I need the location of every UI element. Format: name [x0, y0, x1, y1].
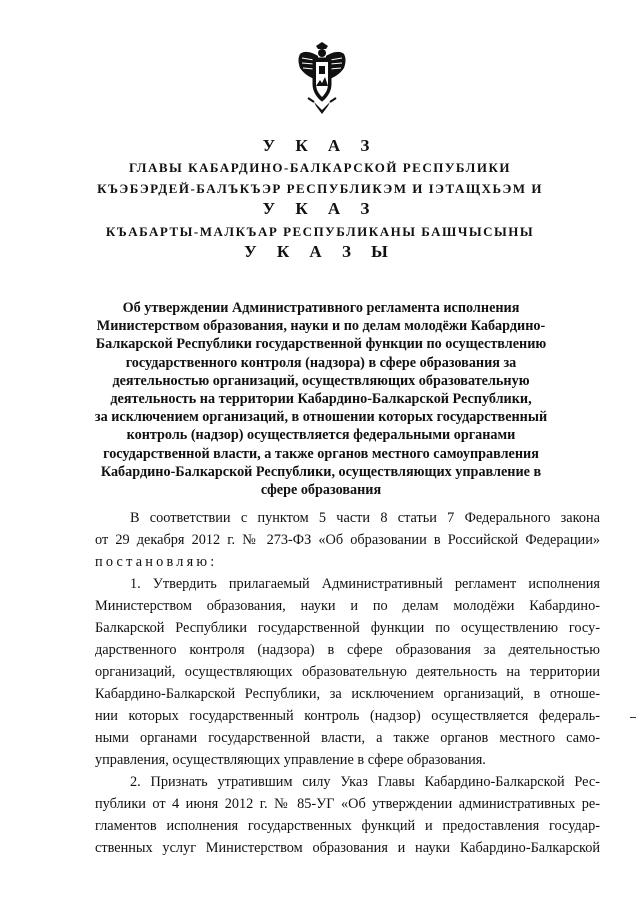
- paragraph-1-line: Балкарской Республики государственной функции по осуществлению госу-: [95, 620, 600, 636]
- head-of-republic-ru: ГЛАВЫ КАБАРДИНО-БАЛКАРСКОЙ РЕСПУБЛИКИ: [129, 160, 511, 175]
- paragraph-1-line: Кабардино-Балкарской Республики, за исключением организаций, в отноше-: [95, 686, 600, 702]
- paragraph-2-line: ственных услуг Министерством образования и науки Кабардино-Балкарской: [95, 840, 600, 856]
- paragraph-1-line: нии которых государственный контроль (надзор) осуществляется федераль-: [95, 708, 600, 724]
- resolve-word: постановляю:: [95, 554, 218, 570]
- title-line: государственного контроля (надзора) в сфере образования за: [125, 354, 517, 371]
- title-line: Министерством образования, науки и по делам молодёжи Кабардино-: [96, 318, 546, 335]
- decree-heading-bal: У К А З Ы: [244, 242, 396, 261]
- paragraph-1-line: управления, осуществляющих управление в сфере образования.: [95, 752, 486, 768]
- paragraph-1-line: организаций, осуществляющих образовательную деятельность на территории: [95, 664, 600, 680]
- decree-heading-ru: У К А З: [262, 136, 378, 155]
- coat-of-arms-icon: [294, 40, 350, 116]
- paragraph-1-line: ными органами государственной власти, а также органов местного само-: [95, 730, 600, 746]
- title-line: Балкарской Республики государственной функции по осуществлению: [95, 336, 547, 353]
- preamble-line: от 29 декабря 2012 г. № 273-ФЗ «Об образовании в Российской Федерации»: [95, 532, 600, 548]
- head-of-republic-bal: КЪАБАРТЫ-МАЛКЪАР РЕСПУБЛИКАНЫ БАШЧЫСЫНЫ: [105, 224, 535, 239]
- paragraph-1-line: 1. Утвердить прилагаемый Административный регламент исполнения: [130, 576, 600, 592]
- head-of-republic-kab: КЪЭБЭРДЕЙ-БАЛЪКЪЭР РЕСПУБЛИКЭМ И ІЭТАЩХЬЭМ И: [97, 181, 543, 196]
- title-line: Об утверждении Административного регламента исполнения: [122, 300, 520, 316]
- title-line: государственной власти, а также органов местного самоуправления: [103, 445, 539, 462]
- title-line: контроль (надзор) осуществляется федеральными органами: [126, 427, 516, 444]
- title-line: за исключением организаций, в отношении которых государственный: [94, 409, 548, 426]
- paragraph-2-line: 2. Признать утратившим силу Указ Главы Кабардино-Балкарской Рес-: [130, 774, 600, 790]
- title-line: деятельность на территории Кабардино-Балкарской Республики,: [110, 391, 532, 408]
- title-line: Кабардино-Балкарской Республики, осуществляющих управление в: [100, 463, 542, 480]
- decree-title: [90, 299, 552, 499]
- paragraph-1-line: Министерством образования, науки и по делам молодёжи Кабардино-: [95, 598, 600, 614]
- decree-heading-kab: У К А З: [262, 199, 378, 218]
- paragraph-2-line: публики от 4 июня 2012 г. № 85-УГ «Об утверждении административных ре-: [95, 796, 600, 812]
- paragraph-2-line: гламентов исполнения государственных функций и предоставления государ-: [95, 818, 600, 834]
- title-line: сфере образования: [260, 482, 382, 499]
- scan-margin-mark: [630, 717, 636, 718]
- title-line: деятельностью организаций, осуществляющих образовательную: [112, 372, 530, 389]
- paragraph-1-line: дарственного контроля (надзора) в сфере образования за деятельностью: [95, 642, 600, 658]
- preamble-line: В соответствии с пунктом 5 части 8 статьи 7 Федерального закона: [130, 510, 600, 526]
